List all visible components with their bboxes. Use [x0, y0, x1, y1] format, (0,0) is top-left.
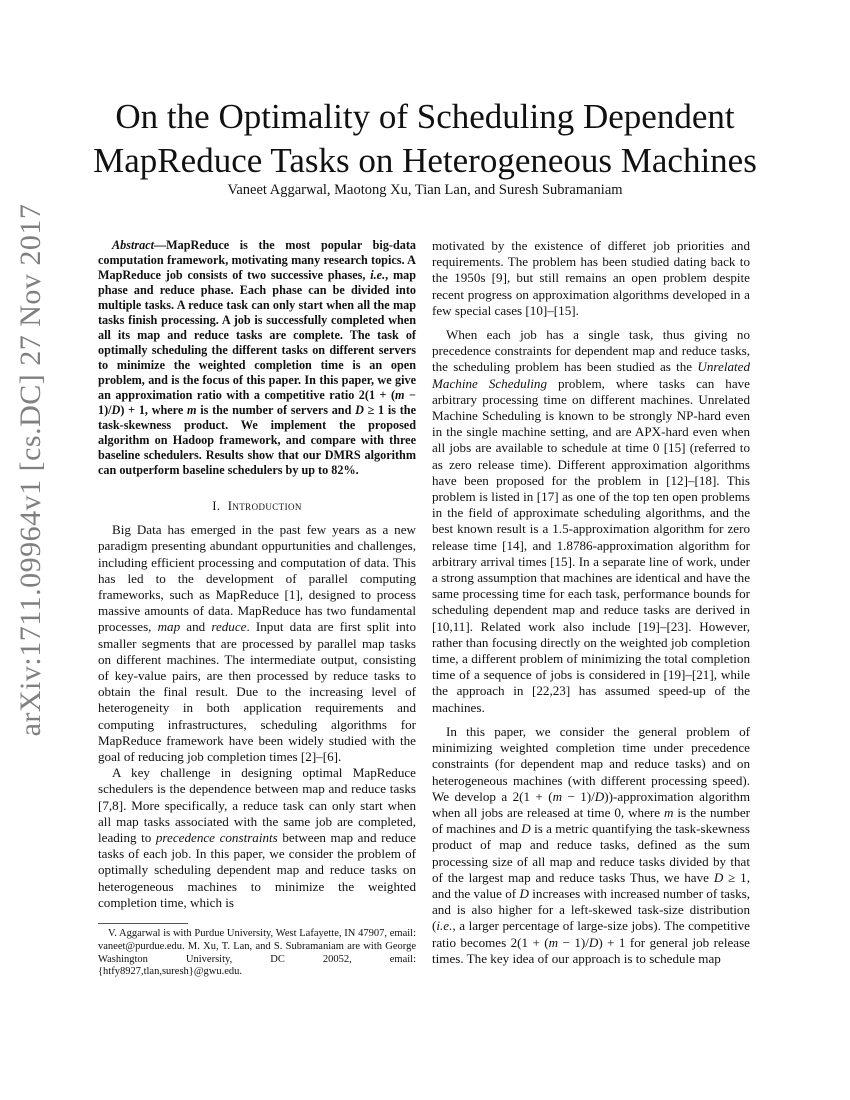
footnote-divider [98, 923, 188, 924]
author-affiliation-footnote: V. Aggarwal is with Purdue University, West Lafayette, IN 47907, email: vaneet@purdue.edu. M. Xu, T. Lan, and S. Subramaniam are with George Washington University, DC 20052, email: {htfy8927,tlan,suresh}@gwu.edu. [98, 928, 416, 978]
intro-paragraph-3: motivated by the existence of differet job priorities and requirements. The problem has been studied dating back to the 1950s [9], but still remains an open problem despite recent progress on approximation algorithms developed in a few special cases [10]–[15]. [432, 238, 750, 318]
left-column [98, 238, 416, 979]
title-line-2: MapReduce Tasks on Heterogeneous Machines [93, 141, 757, 180]
author-list: Vaneet Aggarwal, Maotong Xu, Tian Lan, and Suresh Subramaniam [227, 182, 623, 198]
intro-paragraph-2: A key challenge in designing optimal MapReduce schedulers is the dependence between map and reduce tasks [7,8]. More specifically, a reduce task can only start when all map tasks associated with the same job are completed, leading to precedence constraints between map and reduce tasks of each job. In this paper, we consider the problem of optimally scheduling dependent map and reduce tasks on heterogeneous machines to minimize the weighted completion time, which is [98, 765, 416, 910]
intro-paragraph-5: In this paper, we consider the general problem of minimizing weighted completion time under precedence constraints (for dependent map and reduce tasks) and on heterogeneous machines (with different processing speed). We develop a 2(1 + (m − 1)/D))-approximation algorithm when all jobs are released at time 0, where m is the number of machines and D is a metric quantifying the task-skewness product of map and reduce tasks, defined as the sum processing size of all map and reduce tasks divided by that of the largest map and reduce tasks Thus, we have D ≥ 1, and the value of D increases with increased number of tasks, and is also higher for a left-skewed task-size distribution (i.e., a larger percentage of large-size jobs). The competitive ratio becomes 2(1 + (m − 1)/D) + 1 for general job release times. The key idea of our approach is to schedule map [432, 723, 751, 966]
abstract: Abstract—MapReduce is the most popular big-data computation framework, motivating many research topics. A MapReduce job consists of two successive phases, i.e., map phase and reduce phase. Each phase can be divided into multiple tasks. A reduce task can only start when all the map tasks finish processing. A job is successfully completed when all its map and reduce tasks are complete. The task of optimally scheduling the different tasks on different servers to minimize the weighted completion time is an open problem, and is the focus of this paper. In this paper, we give an approximation ratio with a competitive ratio 2(1 + (m − 1)/D) + 1, where m is the number of servers and D ≥ 1 is the task-skewness product. We implement the proposed algorithm on Hadoop framework, and compare with three baseline schedulers. Results show that our DMRS algorithm can outperform baseline schedulers by up to 82%. [98, 238, 416, 477]
section-number: I. [212, 499, 221, 513]
section-title: Introduction [227, 499, 302, 513]
paper-title [80, 95, 770, 183]
right-column [432, 238, 750, 967]
section-heading-introduction [98, 498, 416, 514]
arxiv-sidebar [0, 0, 62, 1100]
abstract-label: Abstract [112, 238, 154, 252]
title-line-1: On the Optimality of Scheduling Dependent [115, 97, 735, 136]
intro-paragraph-1: Big Data has emerged in the past few years as a new paradigm presenting abundant oppurtunities and challenges, including efficient processing and computation of data. This has led to the development of parallel computing frameworks, such as MapReduce [1], designed to process massive amounts of data. MapReduce has two fundamental processes, map and reduce. Input data are first split into smaller segments that are processed by parallel map tasks on different machines. The intermediate output, consisting of key-value pairs, are then processed by reduce tasks to obtain the final result. Due to the increasing level of heterogeneity in both application requirements and computing infrastructures, scheduling algorithms for MapReduce framework have been widely studied with the goal of reducing job completion times [2]–[6]. [98, 522, 416, 765]
intro-paragraph-4: When each job has a single task, thus giving no precedence constraints for dependent map and reduce tasks, the scheduling problem has been studied as the Unrelated Machine Scheduling problem, where tasks can have arbitrary processing time on different machines. Unrelated Machine Scheduling is known to be strongly NP-hard even in the single machine setting, and are APX-hard even when all jobs are available to schedule at time 0 [15] (referred to as zero release time). Different approximation algorithms have been proposed for the problem in [12]–[18]. This problem is listed in [17] as one of the top ten open problems in the field of approximate scheduling algorithms, and the best known result is a 1.5-approximation algorithm for zero release time [14], and 1.8786-approximation algorithm for arbitrary arrival times [15]. In a separate line of work, under a strong assumption that machines are identical and have the same processing time for each task, performance bounds for scheduling dependent map and reduce tasks are derived in [10,11]. Related work also include [19]–[23]. However, rather than focusing directly on the weighted job completion time, a different problem of minimizing the total completion time of a sequence of jobs is considered in [19]–[21], while the approach in [22,23] has assumed speed-up of the machines. [432, 327, 750, 715]
arxiv-identifier[interactable]: arXiv:1711.09964v1 [cs.DC] 27 Nov 2017 [14, 203, 47, 737]
